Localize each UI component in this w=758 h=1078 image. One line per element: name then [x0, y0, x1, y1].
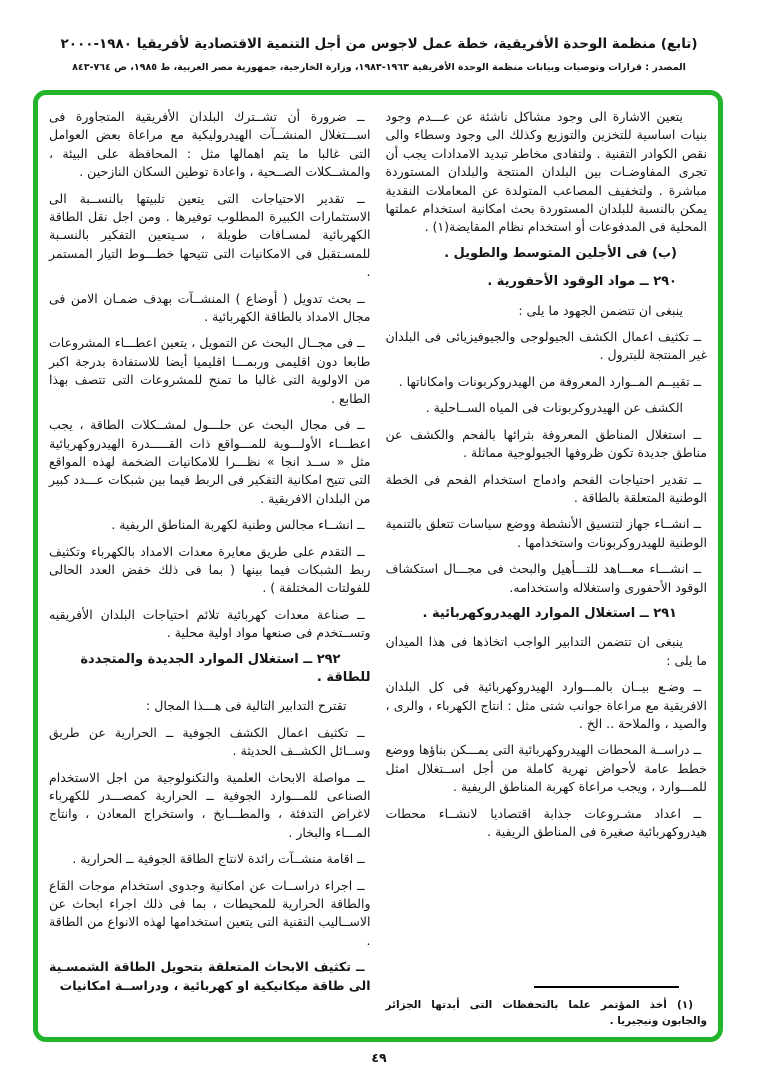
- list-item: ــ تكثيف الابحاث المتعلقة بتحويل الطاقة الشمسـية الى طاقة ميكانيكية او كهربائية ، ودراســة امكانيات: [49, 959, 371, 993]
- document-title: (تابع) منظمة الوحدة الأفريقية، خطة عمل لاجوس من أجل التنمية الاقتصادية لأفريقيا ١٩٨٠-٢٠٠٠: [60, 36, 698, 52]
- list-item: ــ انشــاء مجالس وطنية لكهربة المناطق الريفية .: [111, 517, 365, 533]
- source-citation: المصدر : قرارات وتوصيات وبيانات منظمة الوحدة الأفريقية ١٩٦٣-١٩٨٣، وزارة الخارجية، جمهورية مصر العربية، ط ١٩٨٥، ص ٧٦٤-٨٤٣: [72, 61, 686, 73]
- footnote-text: (١) أخذ المؤتمر علما بالتحفظات التى أبدتها الجزائر والجابون ونيجيريا .: [385, 999, 707, 1027]
- left-column: [49, 108, 371, 1029]
- paragraph: ينبغى ان تتضمن التدابير الواجب اتخاذها فى هذا الميدان ما يلى :: [385, 634, 707, 668]
- list-item: ــ انشــاء جهاز لتنسيق الأنشطة ووضع سياسات تتعلق بالتنمية الوطنية للهيدروكربونات واستخدامها .: [385, 516, 707, 550]
- footnote-separator: [534, 986, 679, 989]
- two-column-layout: [49, 108, 707, 1029]
- paragraph: تقترح التدابير التالية فى هـــذا المجال :: [146, 698, 347, 714]
- list-item: ــ بحث تدويل ( أوضاع ) المنشــآت بهدف ضمـان الامن فى مجال الامداد بالطاقة الكهربائية .: [49, 290, 371, 325]
- list-item: ــ استغلال المناطق المعروفة بثرائها بالفحم والكشف عن مناطق جديدة تكون ظروفها الجيولوجية مماثلة .: [385, 426, 707, 461]
- list-item: ــ اعداد مشـروعات جذابة اقتصاديا لانشــاء محطات هيدروكهربائية صغيرة فى المناطق الريفية .: [385, 805, 707, 839]
- list-item: ــ تكثيف اعمال الكشف الجوفية ــ الحرارية عن طريق وســائل الكشــف الحديثة .: [49, 724, 371, 759]
- right-column: [386, 108, 708, 1029]
- right-column-blocks: [386, 108, 708, 970]
- section-heading: ٢٩٠ ــ مواد الوقود الأحفورية .: [487, 274, 677, 290]
- paragraph: يتعين الاشارة الى وجود مشاكل ناشئة عن عـــدم وجود بنيات اساسية للتخزين والتوزيع وكذلك الى وجود وسطاء والى نقص الكوادر التقنية . ولتفادى مخاطر تبديد الامدادات يجب أن تجرى المفاوضـات بين البلدان المنتجة والبلدان المستوردة مباشرة . ولتخفيف المصاعب المتولدة عن المعاملات النقدية يمكن بالنسبة للبلدان المستوردة بحث امكانية استخدام عملتها المحلية فى المدفوعات أو استخدام نظام المقايضة(١) .: [385, 109, 707, 235]
- section-heading: ٢٩١ ــ استغلال الموارد الهيدروكهربائية .: [422, 605, 677, 621]
- list-item: ــ انشـــاء معـــاهد للتـــأهيل والبحث فى مجـــال استكشاف الوقود الأحفورى واستغلاله واستخدامه.: [385, 561, 707, 595]
- section-heading: (ب) فى الأجلين المتوسط والطويل .: [444, 245, 677, 261]
- footnote: [386, 986, 708, 1030]
- list-item: ــ وضـع بيــان بالمـــوارد الهيدروكهربائية فى كل البلدان الافريقية مع مراعاة جوانب شتى مثل : انتاج الكهرباء ، والرى ، والصيد ، والملاحة .. الخ .: [385, 679, 707, 731]
- paragraph: الكشف عن الهيدروكربونات فى المياه الســاحلية .: [425, 400, 683, 416]
- list-item: ــ مواصلة الابحاث العلمية والتكنولوجية من اجل الاستخدام الصناعى للمـــوارد الجوفية ــ الحرارية كمصـــدر للكهرباء لاغراض التدفئة ، والمطـــابخ ، واستخراج المعادن ، وانتاج المـــاء والبخار .: [49, 769, 371, 840]
- list-item: ــ اقامة منشــآت رائدة لانتاج الطاقة الجوفية ــ الحرارية .: [72, 851, 365, 867]
- paragraph: ينبغى ان تتضمن الجهود ما يلى :: [518, 302, 683, 318]
- list-item: ــ فى مجــال البحث عن التمويل ، يتعين اعطـــاء المشروعات طابعا دون اقليمى وربمـــا اقليميا أيضا للاستفادة بدرجة اكبر من الاولوية التى غالبا ما تمنح للمشروعات التى تتصف بهذا الطابع .: [49, 335, 371, 406]
- list-item: ــ التقدم على طريق معايرة معدات الامداد بالكهرباء وتكثيف ربط الشبكات فيما بينها ( بما فى ذلك خفض العدد الحالى للفولتات المختلفة ) .: [49, 543, 371, 596]
- section-heading: ٢٩٢ ــ استغلال الموارد الجديدة والمتجددة للطاقة .: [80, 651, 371, 685]
- list-item: ــ تقدير احتياجات الفحم وادماج استخدام الفحم فى الخطة الوطنية المتعلقة بالطاقة .: [385, 471, 707, 505]
- content-frame: [33, 90, 723, 1042]
- list-item: ــ دراســة المحطات الهيدروكهربائية التى يمـــكن بناؤها ووضع خطط عامة لأحواض نهرية كاملة من أجل اســتغلال امثل للمـــوارد ، ويجب مراعاة كهربة المناطق الريفية .: [385, 742, 707, 795]
- page-number: ٤٩: [371, 1050, 387, 1065]
- list-item: ــ تكثيف اعمال الكشف الجيولوجى والجيوفيزيائى فى البلدان غير المنتجة للبترول .: [385, 329, 707, 363]
- list-item: ــ فى مجال البحث عن حلـــول لمشــكلات الطاقة ، يجب اعطـــاء الأولـــوية للمـــواقع ذات القـــــدرة الهيدروكهربائية مثل « ســد انجا » نظـــرا للامكانيات الضخمة لهذه المواقع التى تتيح امكانية التفكير فى الربط فيما بين شبكات عـــدد كبير من البلدان الافريقية .: [49, 417, 371, 506]
- list-item: ــ تقدير الاحتياجات التى يتعين تلبيتها بالنســبة الى الاستثمارات الكبيرة المطلوب توفيرها . ومن اجل نقل الطاقة الكهربائية لمسـافات طويلة ، سـيتعين التفكير بالنسـبة للمسـتقبل فى الامكانيات التى تتيحها خطـــوط التيار المستمر .: [49, 190, 371, 280]
- list-item: ــ صناعة معدات كهربائية تلائم احتياجات البلدان الأفريقيه وتســتخدم فى صنعها مواد اولية محلية .: [49, 606, 371, 641]
- left-column-blocks: [49, 108, 371, 1029]
- list-item: ــ اجراء دراســات عن امكانية وجدوى استخدام موجات القاع والطاقة الحرارية للمحيطات ، بما فى ذلك اجراء ابحاث عن الاســاليب التقنية التى يتعين استخدامها لهذه الانواع من الطاقة .: [49, 877, 371, 948]
- list-item: ــ ضرورة أن تشــترك البلدان الأفريقية المتجاورة فى اســـتغلال المنشــآت الهيدروليكية مع مراعاة بعض العوامل التى غالبا ما يتم اهمالها مثل : المحافظة على البيئة ، والمشــكلات الصــحية ، واعادة توطين السكان النازحين .: [49, 109, 371, 180]
- list-item: ــ تقييــم المــوارد المعروفة من الهيدروكربونات وامكاناتها .: [398, 373, 701, 389]
- page-header: [0, 36, 758, 73]
